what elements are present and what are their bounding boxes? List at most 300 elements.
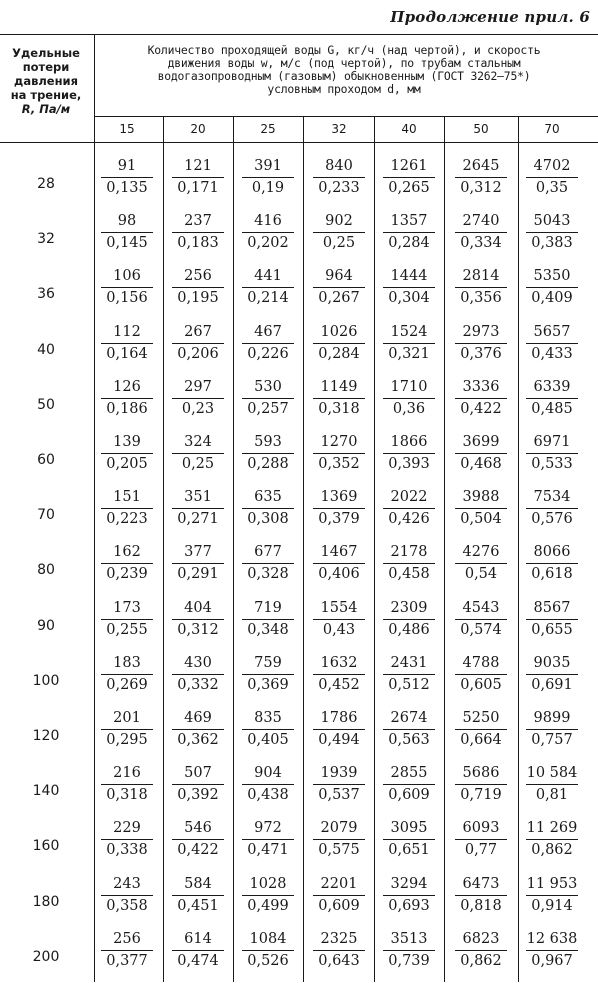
flow-cell [168,213,228,252]
fraction-bar [383,232,435,233]
water-flow-value: 5657 [533,323,571,340]
flow-cell [97,931,157,970]
water-flow-value: 6473 [462,875,500,892]
flow-cell [522,158,582,197]
flow-cell [168,324,228,363]
flow-cell [522,710,582,749]
row-header-line: потери [22,60,70,74]
water-velocity-value: 0,739 [388,952,430,969]
water-flow-value: 6823 [462,930,500,947]
fraction-bar [455,398,507,399]
fraction-bar [313,895,365,896]
flow-cell [238,544,298,583]
water-velocity-value: 0,348 [247,621,289,638]
water-velocity-value: 0,609 [388,787,430,804]
pressure-loss-label: 140 [32,783,60,800]
fraction-bar [455,563,507,564]
water-velocity-value: 0,757 [531,732,573,748]
water-flow-value: 507 [184,765,212,782]
water-flow-value: 759 [254,654,282,671]
water-flow-value: 972 [254,820,282,837]
water-flow-value: 840 [325,158,353,174]
fraction-bar [242,619,294,620]
fraction-bar [526,619,578,620]
water-velocity-value: 0,214 [247,290,289,307]
water-velocity-value: 0,23 [181,400,215,417]
flow-cell [522,489,582,528]
water-flow-value: 2178 [390,544,428,561]
flow-cell [309,931,369,970]
water-velocity-value: 0,575 [318,842,360,859]
fraction-bar [172,287,224,288]
fraction-bar [313,619,365,620]
fraction-bar [455,784,507,785]
flow-cell [522,213,582,252]
water-velocity-value: 0,377 [106,952,148,969]
water-velocity-value: 0,533 [531,456,573,472]
flow-cell [309,213,369,252]
flow-cell [238,213,298,252]
pressure-loss-label: 120 [32,728,60,744]
water-velocity-value: 0,81 [535,787,569,804]
fraction-bar [383,398,435,399]
flow-cell [97,379,157,418]
water-flow-value: 4702 [533,158,571,174]
fraction-bar [242,729,294,730]
fraction-bar [101,398,153,399]
fraction-bar [101,232,153,233]
water-velocity-value: 0,36 [392,400,426,417]
water-velocity-value: 0,233 [318,180,360,196]
water-flow-value: 139 [113,434,141,450]
water-flow-value: 1270 [320,434,358,450]
flow-cell [309,765,369,804]
fraction-bar [101,950,153,951]
flow-cell [379,434,439,473]
water-velocity-value: 0,356 [460,290,502,307]
top-rule [0,34,598,35]
water-flow-value: 677 [254,544,282,561]
fraction-bar [383,177,435,178]
water-velocity-value: 0,504 [460,511,502,528]
water-velocity-value: 0,205 [106,456,148,472]
water-velocity-value: 0,379 [318,511,360,528]
fraction-bar [383,508,435,509]
water-velocity-value: 0,321 [388,345,430,362]
flow-cell [522,931,582,970]
water-velocity-value: 0,265 [388,180,430,196]
flow-cell [168,544,228,583]
flow-cell [97,213,157,252]
water-velocity-value: 0,574 [460,621,502,638]
water-velocity-value: 0,643 [318,952,360,969]
fraction-bar [383,784,435,785]
fraction-bar [526,729,578,730]
water-velocity-value: 0,312 [460,180,502,196]
column-line [163,116,164,982]
water-velocity-value: 0,494 [318,732,360,748]
fraction-bar [172,232,224,233]
flow-cell [238,434,298,473]
water-velocity-value: 0,471 [247,842,289,859]
column-header [96,44,592,96]
water-velocity-value: 0,914 [531,897,573,914]
diameter-label: 32 [331,122,347,136]
pressure-loss-label: 80 [37,562,55,579]
water-velocity-value: 0,267 [318,290,360,307]
pressure-loss-label: 50 [37,396,55,413]
water-flow-value: 126 [113,378,141,395]
water-velocity-value: 0,563 [388,732,430,748]
water-flow-value: 7534 [533,489,571,506]
flow-cell [451,765,511,804]
water-velocity-value: 0,186 [106,400,148,417]
flow-cell [168,268,228,307]
water-flow-value: 2309 [390,599,428,616]
pressure-loss-label: 90 [37,617,55,634]
water-velocity-value: 0,195 [177,290,219,307]
flow-cell [97,324,157,363]
fraction-bar [313,839,365,840]
fraction-bar [455,343,507,344]
fraction-bar [242,343,294,344]
water-velocity-value: 0,693 [388,897,430,914]
fraction-bar [172,453,224,454]
column-line [303,116,304,982]
water-velocity-value: 0,474 [177,952,219,969]
water-velocity-value: 0,164 [106,345,148,362]
flow-cell [522,544,582,583]
flow-cell [168,434,228,473]
flow-cell [168,379,228,418]
fraction-bar [242,177,294,178]
water-velocity-value: 0,334 [460,235,502,252]
flow-cell [309,268,369,307]
column-line [233,116,234,982]
water-velocity-value: 0,369 [247,676,289,693]
flow-cell [522,765,582,804]
water-flow-value: 1084 [249,930,287,947]
water-velocity-value: 0,458 [388,566,430,583]
flow-cell [451,876,511,915]
water-velocity-value: 0,291 [177,566,219,583]
flow-cell [522,434,582,473]
flow-cell [451,434,511,473]
water-velocity-value: 0,223 [106,511,148,528]
flow-cell [379,655,439,694]
fraction-bar [455,950,507,951]
water-flow-value: 6093 [462,820,500,837]
water-flow-value: 3336 [462,378,500,395]
water-velocity-value: 0,25 [181,456,215,472]
water-flow-value: 584 [184,875,212,892]
water-flow-value: 10 584 [526,765,578,782]
water-flow-value: 530 [254,378,282,395]
flow-cell [379,489,439,528]
pressure-loss-label: 200 [32,948,60,965]
water-flow-value: 2674 [390,710,428,726]
water-flow-value: 237 [184,213,212,230]
water-velocity-value: 0,512 [388,676,430,693]
fraction-bar [455,232,507,233]
water-flow-value: 4276 [462,544,500,561]
flow-cell [238,324,298,363]
water-velocity-value: 0,332 [177,676,219,693]
water-flow-value: 3699 [462,434,500,450]
flow-cell [97,765,157,804]
water-flow-value: 2740 [462,213,500,230]
water-flow-value: 835 [254,710,282,726]
fraction-bar [313,784,365,785]
column-header-line: Количество проходящей воды G, кг/ч (над чертой), и скорость [147,43,541,57]
fraction-bar [455,839,507,840]
water-velocity-value: 0,202 [247,235,289,252]
water-flow-value: 11 953 [526,875,578,892]
flow-cell [168,655,228,694]
flow-cell [168,765,228,804]
flow-cell [522,820,582,859]
water-velocity-value: 0,156 [106,290,148,307]
water-flow-value: 162 [113,544,141,561]
pressure-loss-label: 28 [37,176,55,192]
fraction-bar [313,398,365,399]
pressure-loss-label: 32 [37,231,55,248]
fraction-bar [101,508,153,509]
fraction-bar [383,674,435,675]
flow-cell [522,600,582,639]
water-velocity-value: 0,691 [531,676,573,693]
fraction-bar [526,839,578,840]
water-velocity-value: 0,362 [177,732,219,748]
fraction-bar [172,563,224,564]
water-flow-value: 3294 [390,875,428,892]
fraction-bar [242,839,294,840]
water-velocity-value: 0,499 [247,897,289,914]
water-velocity-value: 0,468 [460,456,502,472]
flow-cell [522,379,582,418]
fraction-bar [101,343,153,344]
water-velocity-value: 0,426 [388,511,430,528]
fraction-bar [172,950,224,951]
pressure-loss-label: 180 [32,893,60,910]
water-velocity-value: 0,328 [247,566,289,583]
fraction-bar [383,895,435,896]
water-flow-value: 1261 [390,158,428,174]
water-velocity-value: 0,422 [460,400,502,417]
pressure-loss-label: 40 [37,341,55,358]
water-flow-value: 229 [113,820,141,837]
fraction-bar [101,619,153,620]
water-flow-value: 1786 [320,710,358,726]
water-velocity-value: 0,818 [460,897,502,914]
water-velocity-value: 0,183 [177,235,219,252]
flow-cell [238,158,298,197]
water-flow-value: 8066 [533,544,571,561]
flow-cell [451,324,511,363]
flow-cell [97,820,157,859]
water-flow-value: 430 [184,654,212,671]
water-velocity-value: 0,284 [318,345,360,362]
water-flow-value: 216 [113,765,141,782]
water-velocity-value: 0,43 [322,621,356,638]
water-flow-value: 635 [254,489,282,506]
fraction-bar [455,287,507,288]
fraction-bar [526,343,578,344]
water-flow-value: 546 [184,820,212,837]
water-velocity-value: 0,376 [460,345,502,362]
water-velocity-value: 0,719 [460,787,502,804]
water-flow-value: 5350 [533,268,571,285]
water-velocity-value: 0,77 [464,842,498,859]
flow-cell [97,268,157,307]
water-velocity-value: 0,312 [177,621,219,638]
water-flow-value: 2325 [320,930,358,947]
fraction-bar [526,674,578,675]
fraction-bar [313,729,365,730]
fraction-bar [242,232,294,233]
water-flow-value: 1632 [320,654,358,671]
water-flow-value: 121 [184,158,212,174]
water-velocity-value: 0,54 [464,566,498,583]
flow-cell [238,600,298,639]
flow-cell [238,765,298,804]
flow-cell [238,268,298,307]
water-flow-value: 719 [254,599,282,616]
water-velocity-value: 0,609 [318,897,360,914]
water-velocity-value: 0,25 [322,235,356,252]
water-flow-value: 8567 [533,599,571,616]
flow-cell [451,268,511,307]
flow-cell [238,379,298,418]
water-flow-value: 173 [113,599,141,616]
flow-cell [168,158,228,197]
water-velocity-value: 0,392 [177,787,219,804]
water-velocity-value: 0,393 [388,456,430,472]
header-bottom-rule [0,142,598,143]
water-flow-value: 243 [113,875,141,892]
fraction-bar [242,784,294,785]
water-velocity-value: 0,664 [460,732,502,748]
flow-cell [97,710,157,749]
flow-cell [168,820,228,859]
fraction-bar [242,398,294,399]
water-velocity-value: 0,452 [318,676,360,693]
water-flow-value: 5043 [533,213,571,230]
flow-cell [451,655,511,694]
flow-cell [451,544,511,583]
water-flow-value: 2431 [390,654,428,671]
flow-cell [238,489,298,528]
water-flow-value: 5686 [462,765,500,782]
column-line [94,34,95,982]
fraction-bar [526,563,578,564]
water-flow-value: 4543 [462,599,500,616]
water-flow-value: 404 [184,599,212,616]
flow-cell [379,213,439,252]
fraction-bar [526,398,578,399]
flow-cell [97,434,157,473]
water-flow-value: 4788 [462,654,500,671]
fraction-bar [455,674,507,675]
fraction-bar [242,563,294,564]
water-flow-value: 112 [113,323,141,340]
flow-cell [97,158,157,197]
fraction-bar [455,895,507,896]
water-flow-value: 1149 [320,378,358,395]
water-flow-value: 1866 [390,434,428,450]
water-flow-value: 297 [184,378,212,395]
water-velocity-value: 0,651 [388,842,430,859]
column-line [518,116,519,982]
fraction-bar [455,619,507,620]
column-header-line: движения воды w, м/с (под чертой), по трубам стальным [167,56,521,70]
fraction-bar [313,508,365,509]
water-velocity-value: 0,406 [318,566,360,583]
flow-cell [522,324,582,363]
flow-cell [451,710,511,749]
fraction-bar [313,950,365,951]
flow-cell [168,931,228,970]
flow-cell [379,600,439,639]
fraction-bar [383,839,435,840]
flow-cell [379,544,439,583]
water-flow-value: 98 [117,213,137,230]
water-flow-value: 469 [184,710,212,726]
water-flow-value: 2973 [462,323,500,340]
fraction-bar [313,287,365,288]
fraction-bar [526,232,578,233]
pressure-loss-label: 60 [37,452,55,468]
row-header-line: на трение, [10,88,82,102]
water-velocity-value: 0,605 [460,676,502,693]
flow-cell [522,876,582,915]
water-flow-value: 441 [254,268,282,285]
water-flow-value: 416 [254,213,282,230]
column-line [374,116,375,982]
water-velocity-value: 0,135 [106,180,148,196]
water-flow-value: 1444 [390,268,428,285]
water-flow-value: 183 [113,654,141,671]
flow-cell [309,324,369,363]
row-header-line: давления [14,74,78,88]
flow-cell [451,600,511,639]
fraction-bar [242,895,294,896]
water-flow-value: 267 [184,323,212,340]
water-flow-value: 5250 [462,710,500,726]
water-flow-value: 256 [113,930,141,947]
water-velocity-value: 0,269 [106,676,148,693]
fraction-bar [455,177,507,178]
fraction-bar [313,674,365,675]
fraction-bar [172,508,224,509]
diameter-rule [94,116,598,117]
flow-cell [309,876,369,915]
diameter-label: 70 [544,122,560,136]
water-flow-value: 11 269 [526,820,578,837]
water-flow-value: 2079 [320,820,358,837]
flow-cell [238,931,298,970]
water-velocity-value: 0,19 [251,180,285,196]
water-flow-value: 91 [117,158,137,174]
flow-cell [97,655,157,694]
water-velocity-value: 0,433 [531,345,573,362]
row-header-line: Удельные [12,46,80,60]
fraction-bar [383,287,435,288]
water-flow-value: 106 [113,268,141,285]
fraction-bar [455,453,507,454]
fraction-bar [101,453,153,454]
flow-cell [309,544,369,583]
